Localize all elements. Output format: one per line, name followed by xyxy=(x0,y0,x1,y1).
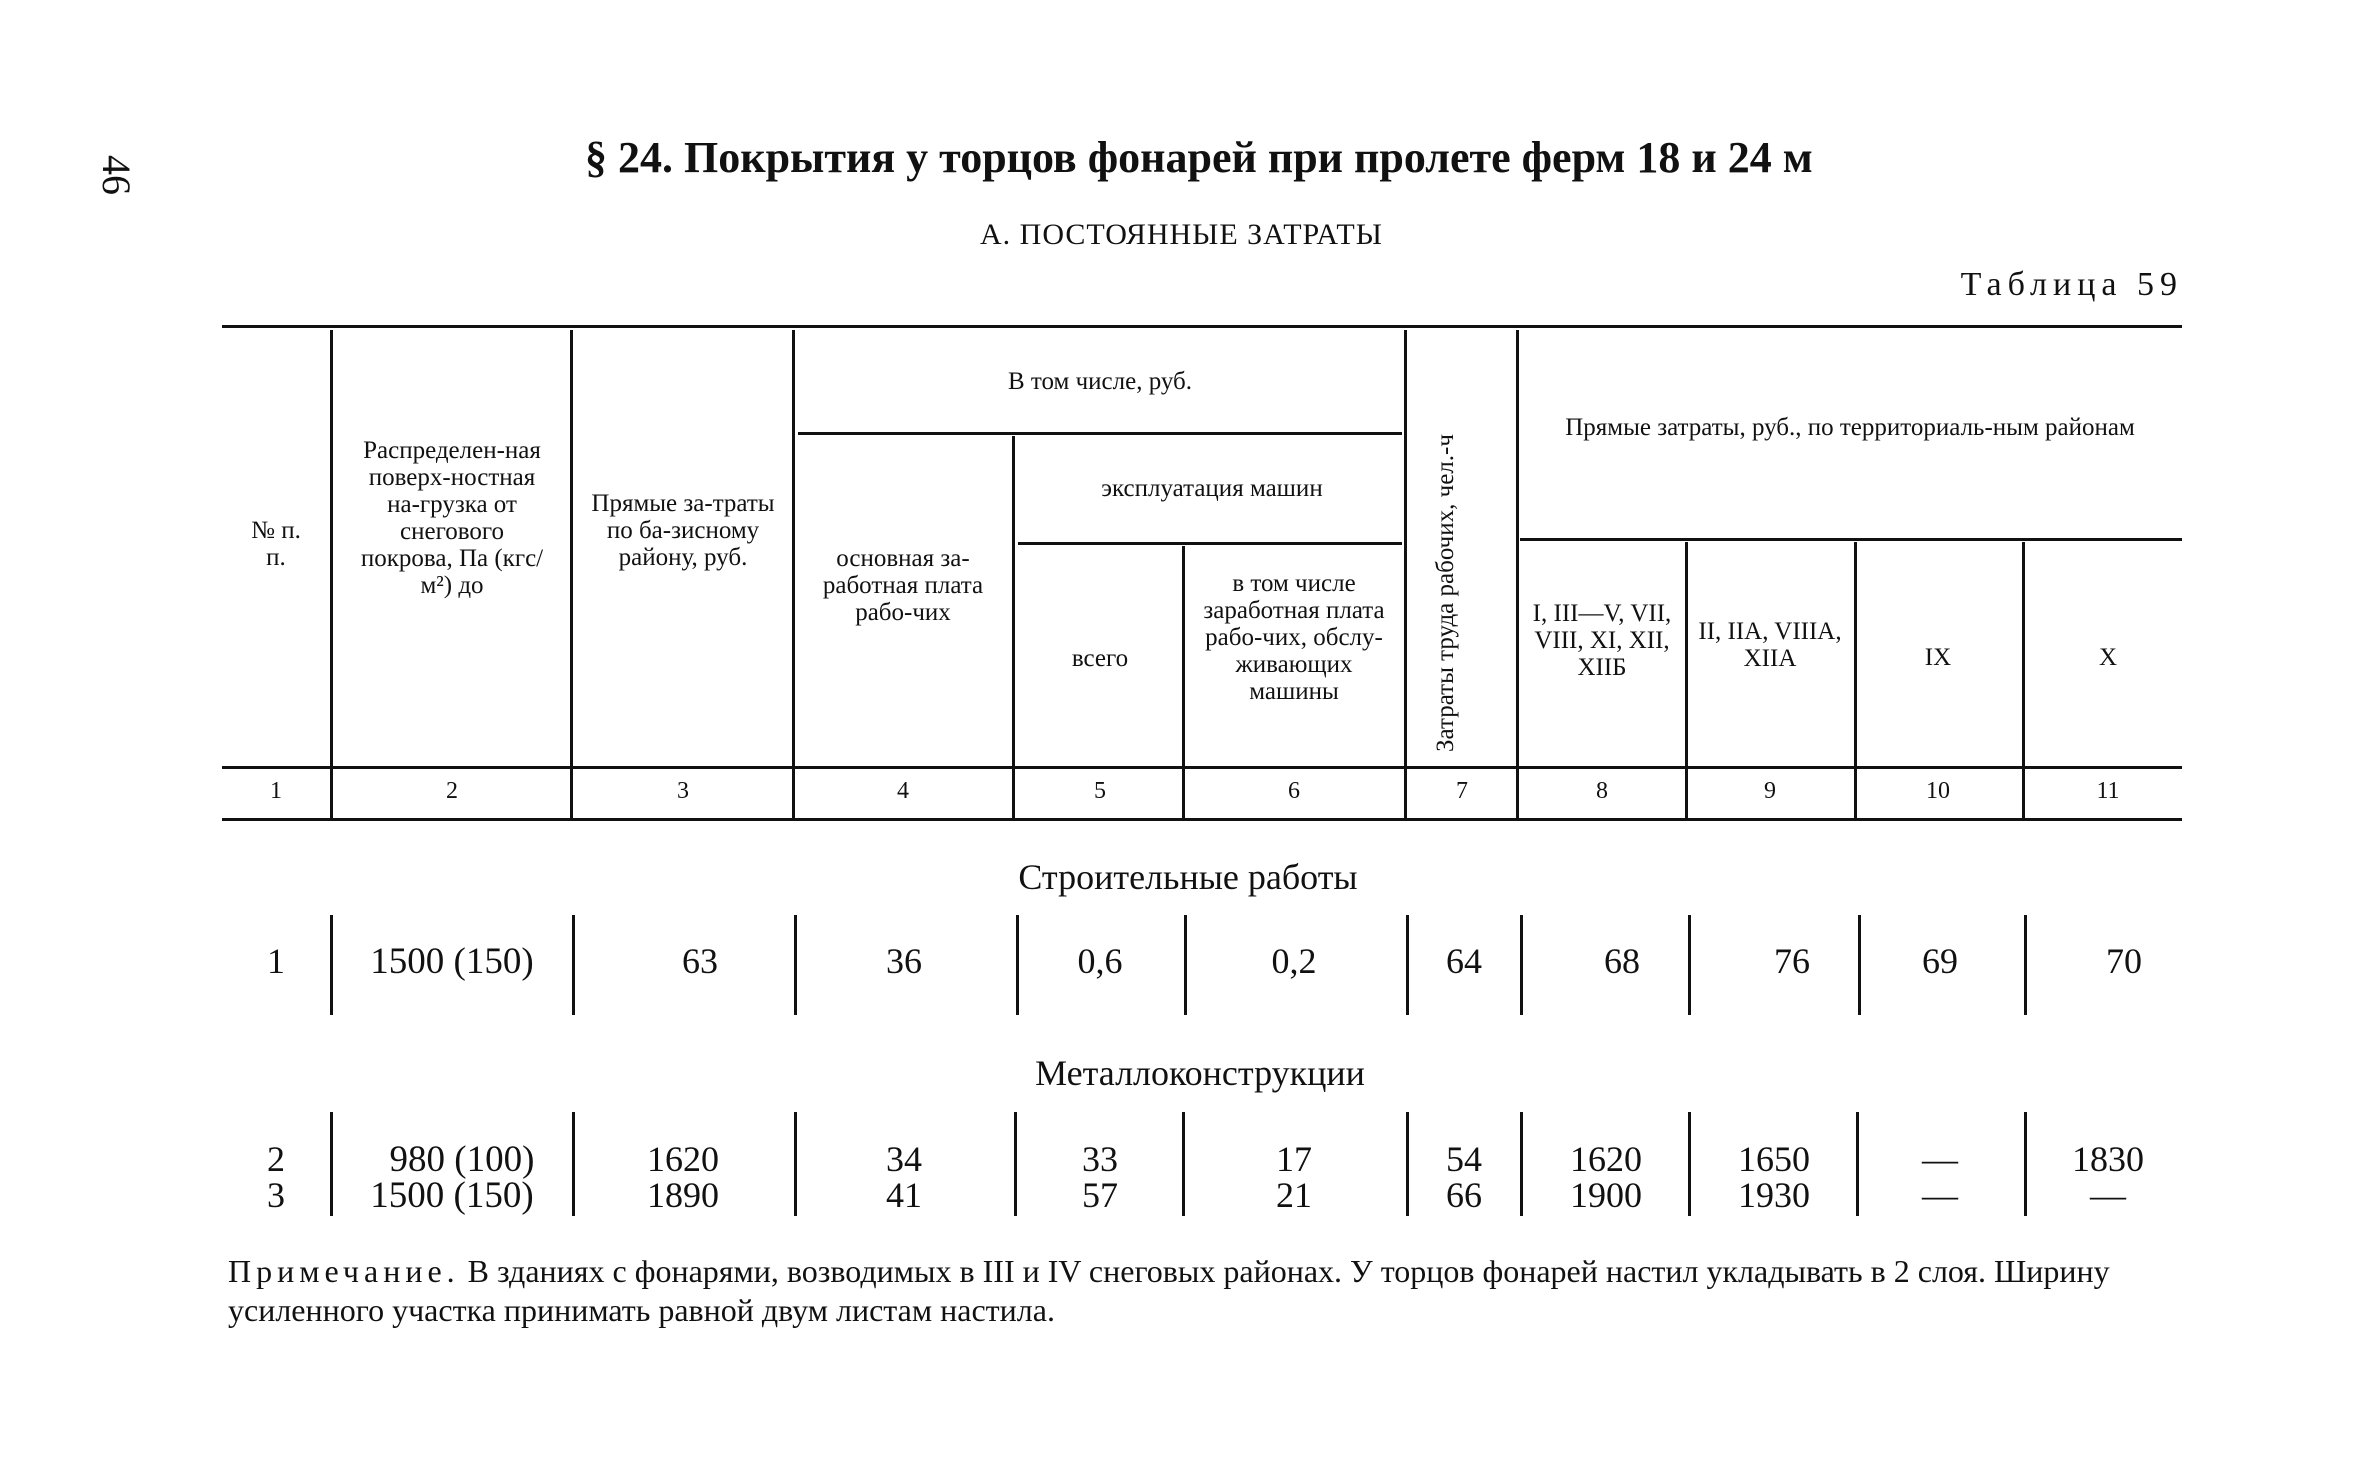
column-number: 3 xyxy=(677,778,689,804)
table-cell: — xyxy=(1922,1139,1958,1179)
table-cell: 0,2 xyxy=(1271,941,1317,981)
body-vrule xyxy=(1520,915,1523,1015)
table-top-rule xyxy=(222,325,2182,328)
table-cell: — xyxy=(2090,1175,2126,1215)
table-cell: 1930 xyxy=(1738,1175,1810,1215)
header-bottom-rule xyxy=(222,766,2182,769)
table-cell: 63 xyxy=(682,941,718,981)
body-vrule xyxy=(1688,915,1691,1015)
table-cell: 1900 xyxy=(1570,1175,1642,1215)
section-heading: Металлоконструкции xyxy=(1035,1053,1365,1093)
body-vrule xyxy=(794,915,797,1015)
group-machines-rule xyxy=(1018,542,1402,545)
header-row-number: № п. п. xyxy=(251,517,301,571)
table-cell: 66 xyxy=(1446,1175,1482,1215)
header-vrule xyxy=(1404,330,1407,818)
table-cell: 41 xyxy=(886,1175,922,1215)
table-cell: 21 xyxy=(1276,1175,1312,1215)
colnum-bottom-rule xyxy=(222,818,2182,821)
header-region-11: X xyxy=(2098,644,2118,671)
column-number: 5 xyxy=(1094,778,1106,804)
table-cell: 64 xyxy=(1446,941,1482,981)
body-vrule xyxy=(1016,915,1019,1015)
table-cell: 1500 (150) xyxy=(370,941,534,982)
header-vrule xyxy=(330,330,333,818)
table-cell: 1620 xyxy=(1570,1139,1642,1179)
body-vrule xyxy=(1520,1112,1523,1216)
body-vrule xyxy=(1182,1112,1185,1216)
header-vrule xyxy=(1516,330,1519,818)
table-cell: 57 xyxy=(1082,1175,1118,1215)
column-number: 7 xyxy=(1456,778,1468,804)
table-cell: 17 xyxy=(1276,1139,1312,1179)
table-cell: 1650 xyxy=(1738,1139,1810,1179)
body-vrule xyxy=(572,915,575,1015)
note-heading: Примечание. xyxy=(228,1253,460,1289)
table-cell: 34 xyxy=(886,1139,922,1179)
body-vrule xyxy=(1406,1112,1409,1216)
header-group-incl: В том числе, руб. xyxy=(1007,368,1193,395)
table-note xyxy=(228,1252,2188,1330)
table-cell: 1620 xyxy=(647,1139,719,1179)
header-group-regions: Прямые затраты, руб., по территориаль-ным районам xyxy=(1565,414,2135,441)
table-cell: 1500 (150) xyxy=(370,1175,534,1216)
table-cell: 69 xyxy=(1922,941,1958,981)
header-machines-total: всего xyxy=(1071,645,1129,672)
body-vrule xyxy=(1858,915,1861,1015)
column-number: 2 xyxy=(446,778,458,804)
table-cell: 1830 xyxy=(2072,1139,2144,1179)
body-vrule xyxy=(2024,1112,2027,1216)
header-vrule xyxy=(1854,542,1857,818)
column-number: 11 xyxy=(2096,778,2120,804)
column-number: 4 xyxy=(897,778,909,804)
header-snow-load: Распределен-ная поверх-ностная на-грузка от снегового покрова, Па (кгс/м²) до xyxy=(360,437,544,599)
table-cell: 54 xyxy=(1446,1139,1482,1179)
body-vrule xyxy=(1856,1112,1859,1216)
header-region-8: I, III—V, VII, VIII, XI, XII, XIIБ xyxy=(1532,600,1672,681)
group-incl-rule xyxy=(798,432,1402,435)
body-vrule xyxy=(1014,1112,1017,1216)
table-cell: 68 xyxy=(1604,941,1640,981)
header-region-9: II, IIA, VIIIA, XIIA xyxy=(1698,618,1842,672)
header-labor-costs: Затраты труда рабочих, чел.-ч xyxy=(1432,434,1459,752)
body-vrule xyxy=(794,1112,797,1216)
table-cell: 33 xyxy=(1082,1139,1118,1179)
header-vrule xyxy=(1012,436,1015,818)
header-base-wage: основная за-работная плата рабо-чих xyxy=(822,545,984,626)
section-heading: Строительные работы xyxy=(1018,857,1358,897)
group-regions-rule xyxy=(1520,538,2182,541)
column-number: 8 xyxy=(1596,778,1608,804)
column-number: 6 xyxy=(1288,778,1300,804)
page-number: 46 xyxy=(94,155,139,195)
header-vrule xyxy=(792,330,795,818)
header-machines-wage: в том числе заработная плата рабо-чих, обслу-живающих машины xyxy=(1203,570,1385,705)
body-vrule xyxy=(1688,1112,1691,1216)
body-vrule xyxy=(330,915,333,1015)
table-label: Таблица 59 xyxy=(1960,266,2183,303)
column-number: 9 xyxy=(1764,778,1776,804)
header-direct-costs-base: Прямые за-траты по ба-зисному району, руб. xyxy=(591,490,775,571)
table-cell: 2 xyxy=(267,1139,285,1179)
table-cell: 1 xyxy=(267,941,285,981)
header-vrule xyxy=(1182,546,1185,818)
column-number: 10 xyxy=(1926,778,1950,804)
table-cell: 980 (100) xyxy=(389,1139,535,1180)
header-vrule xyxy=(2022,542,2025,818)
body-vrule xyxy=(2024,915,2027,1015)
section-title: § 24. Покрытия у торцов фонарей при пролете ферм 18 и 24 м xyxy=(585,133,1813,182)
body-vrule xyxy=(1184,915,1187,1015)
header-vrule xyxy=(570,330,573,818)
body-vrule xyxy=(1406,915,1409,1015)
table-cell: 0,6 xyxy=(1077,941,1123,981)
table-cell: — xyxy=(1922,1175,1958,1215)
note-text: В зданиях с фонарями, возводимых в III и IV снеговых районах. У торцов фонарей настил укладывать в 2 слоя. Ширину усиленного участка принимать равной двум листам настила. xyxy=(228,1253,2110,1328)
header-group-machines: эксплуатация машин xyxy=(1101,475,1323,502)
body-vrule xyxy=(330,1112,333,1216)
table-cell: 36 xyxy=(886,941,922,981)
column-number: 1 xyxy=(270,778,282,804)
body-vrule xyxy=(572,1112,575,1216)
subsection-title: А. ПОСТОЯННЫЕ ЗАТРАТЫ xyxy=(980,218,1383,251)
table-cell: 70 xyxy=(2106,941,2142,981)
header-region-10: IX xyxy=(1924,644,1952,671)
header-vrule xyxy=(1685,542,1688,818)
table-cell: 76 xyxy=(1774,941,1810,981)
table-cell: 1890 xyxy=(647,1175,719,1215)
table-cell: 3 xyxy=(267,1175,285,1215)
